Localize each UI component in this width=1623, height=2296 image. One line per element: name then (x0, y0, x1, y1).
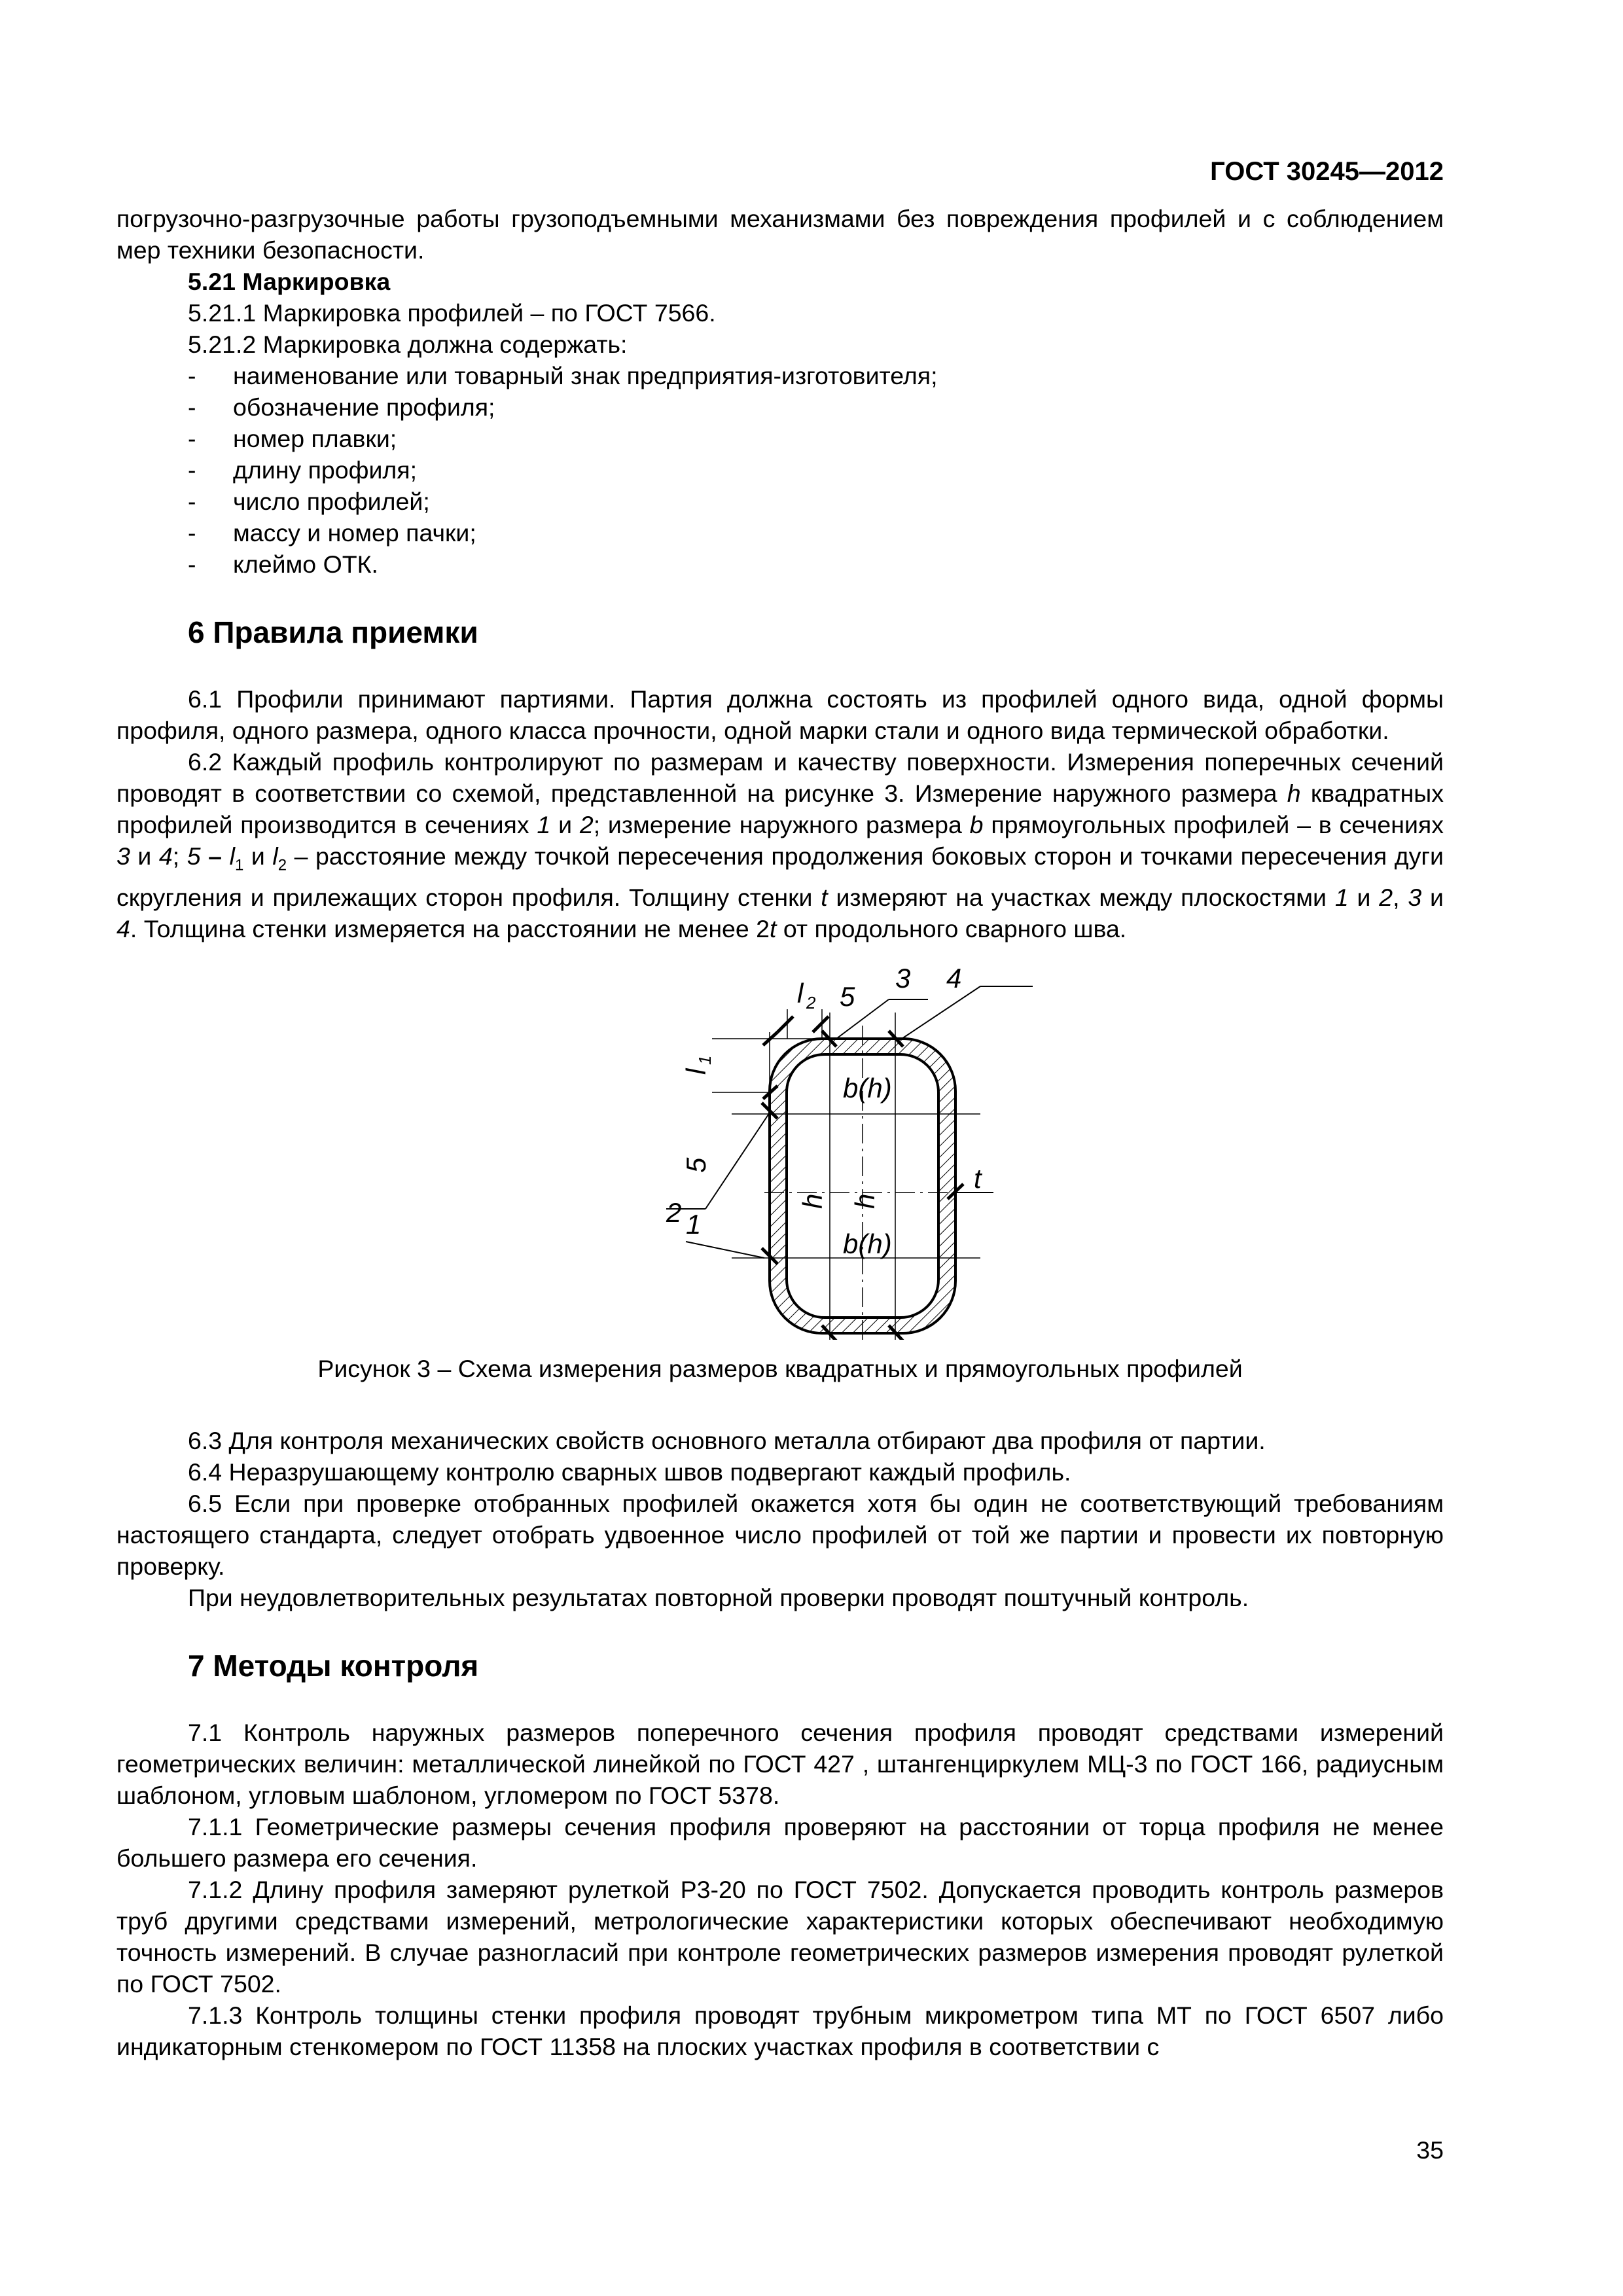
paragraph-6-4: 6.4 Неразрушающему контролю сварных швов подвергают каждый профиль. (188, 1458, 1071, 1486)
paragraph-6-2: 6.2 Каждый профиль контролируют по размерам и качеству поверхности. Измерения поперечных сечений проводят в соответствии со схемой, представленной на рисунке 3. Измерение наружного размера h квадратных профилей производится в сечениях 1 и 2; измерение наружного размера b прямоугольных профилей – в сечениях 3 и 4; $5 - l_1$ и $l_2$ – расстояние между точкой пересечения продолжения боковых сторон и точками пересечения дуги скругления и прилежащих сторон профиля. Толщину стенки t измеряют на участках между плоскостями 1 и 2, 3 и 4. Толщина стенки измеряется на расстоянии не менее 2t от продольного сварного шва. (116, 748, 1444, 942)
label-h-left: h (797, 1193, 828, 1209)
section-7-title: 7 Методы контроля (188, 1648, 479, 1683)
section-6-title: 6 Правила приемки (188, 615, 478, 649)
marking-list (116, 360, 1444, 580)
list-item-text: наименование или товарный знак предприятия-изготовителя; (233, 362, 938, 389)
label-l1: l (681, 1068, 711, 1075)
list-item-text: клеймо ОТК. (233, 550, 378, 578)
paragraph-6-6: При неудовлетворительных результатах повторной проверки проводят поштучный контроль. (188, 1583, 1249, 1611)
paragraph-7-1: 7.1 Контроль наружных размеров поперечного сечения профиля проводят средствами измерений геометрических величин: металлической линейкой по ГОСТ 427 , штангенциркулем МЦ-3 по ГОСТ 166, радиусным шаблоном, угловым шаблоном, угломером по ГОСТ 5378. (116, 1718, 1444, 1809)
paragraph-7-1-1: 7.1.1 Геометрические размеры сечения профиля проверяют на расстоянии от торца профиля не менее большего размера его сечения. (116, 1812, 1444, 1872)
figure-3-caption: Рисунок 3 – Схема измерения размеров квадратных и прямоугольных профилей (317, 1354, 1243, 1382)
figure-3-measurement-scheme (116, 947, 1444, 1340)
paragraph-5-21-1: 5.21.1 Маркировка профилей – по ГОСТ 7566. (188, 299, 716, 327)
list-item: - клеймо ОТК. (188, 550, 378, 578)
list-item: - число профилей; (188, 488, 430, 515)
label-3: 3 (895, 962, 911, 994)
label-5-top: 5 (840, 980, 855, 1012)
list-item: - массу и номер пачки; (188, 519, 476, 547)
page-body (116, 131, 1444, 2062)
label-l2: l (797, 977, 804, 1009)
page-number: 35 (1416, 2136, 1444, 2164)
list-item-text: длину профиля; (233, 456, 418, 484)
label-4: 4 (946, 962, 962, 994)
label-5-side: 5 (681, 1157, 711, 1173)
leader-lines (666, 986, 1033, 1258)
list-item-text: массу и номер пачки; (233, 519, 476, 547)
section-5-21-title: 5.21 Маркировка (188, 268, 391, 295)
label-bh-top: b(h) (843, 1072, 892, 1103)
list-item: - обозначение профиля; (188, 393, 495, 421)
label-h-right: h (849, 1193, 880, 1209)
label-l2-sub: 2 (806, 992, 816, 1013)
list-item: - номер плавки; (188, 425, 397, 452)
list-item-text: обозначение профиля; (233, 393, 495, 421)
paragraph-5-21-2: 5.21.2 Маркировка должна содержать: (188, 331, 628, 358)
profile-cross-section-diagram (116, 947, 1444, 1340)
paragraph-7-1-2: 7.1.2 Длину профиля замеряют рулеткой Р3-20 по ГОСТ 7502. Допускается проводить контроль размеров труб другими средствами измерений, метрологические характеристики которых обеспечивают необходимую точность измерений. В случае разногласий при контроле геометрических размеров измерения проводят рулеткой по ГОСТ 7502. (116, 1875, 1444, 1998)
paragraph-6-1: 6.1 Профили принимают партиями. Партия должна состоять из профилей одного вида, одной формы профиля, одного размера, одного класса прочности, одной марки стали и одного вида термической обработки. (116, 685, 1444, 744)
list-item-text: номер плавки; (233, 425, 397, 452)
label-2: 2 (666, 1196, 682, 1228)
list-item: - наименование или товарный знак предприятия-изготовителя; (188, 362, 938, 389)
label-l1-sub: 1 (695, 1055, 715, 1065)
paragraph-6-5: 6.5 Если при проверке отобранных профилей окажется хотя бы один не соответствующий требованиям настоящего стандарта, следует отобрать удвоенное число профилей от той же партии и провести их повторную проверку. (116, 1489, 1444, 1580)
list-item-text: число профилей; (233, 488, 430, 515)
paragraph-6-3: 6.3 Для контроля механических свойств основного металла отбирают два профиля от партии. (188, 1426, 1266, 1454)
intro-paragraph: погрузочно-разгрузочные работы грузоподъемными механизмами без повреждения профилей и с соблюдением мер техники безопасности. (116, 205, 1444, 264)
label-1: 1 (686, 1208, 702, 1240)
label-bh-bottom: b(h) (843, 1228, 892, 1259)
paragraph-7-1-3: 7.1.3 Контроль толщины стенки профиля проводят трубным микрометром типа МТ по ГОСТ 6507 либо индикаторным стенкомером по ГОСТ 11358 на плоских участках профиля в соответствии с (116, 2001, 1444, 2060)
label-t: t (974, 1162, 982, 1194)
document-header-standard: ГОСТ 30245—2012 (1210, 157, 1444, 186)
list-item: - длину профиля; (188, 456, 418, 484)
